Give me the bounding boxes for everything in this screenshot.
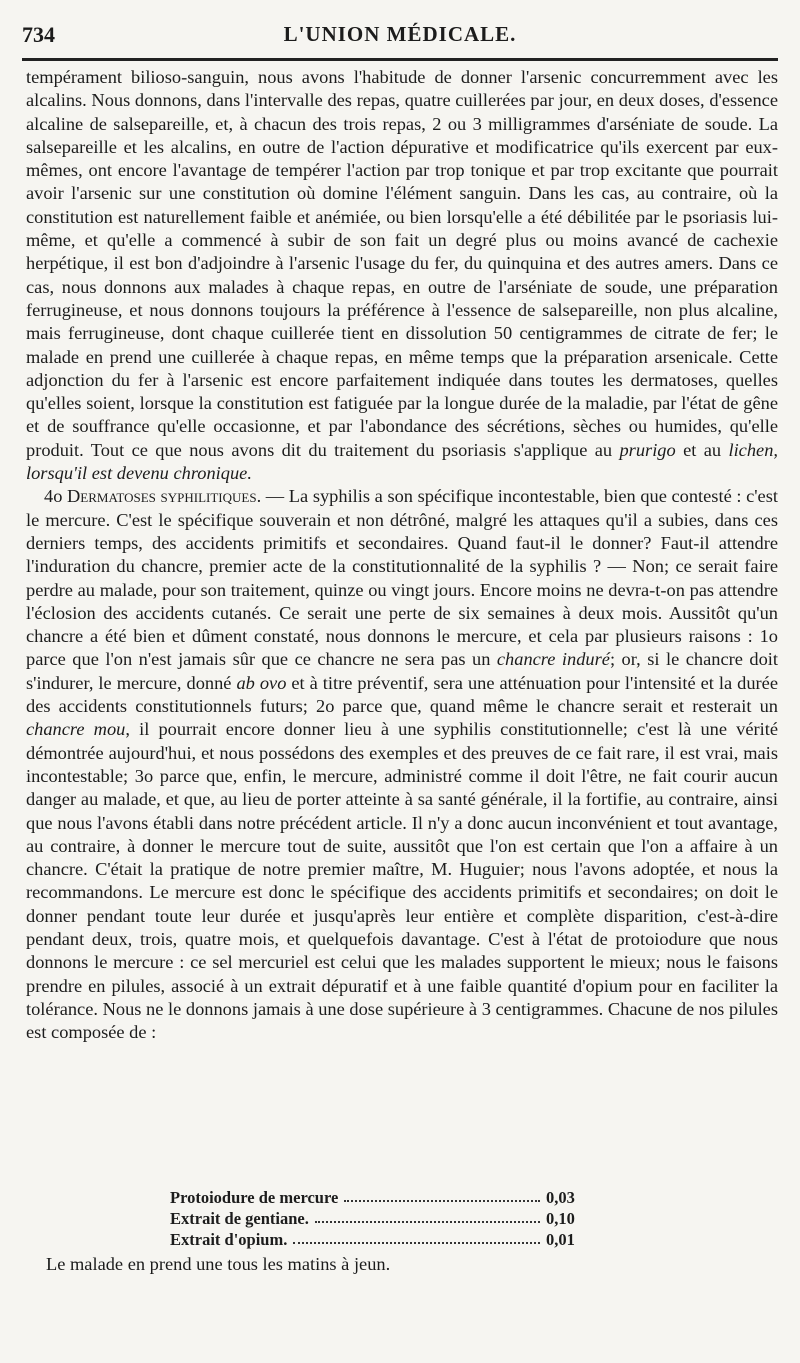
text-segment: et au — [675, 439, 729, 460]
header-rule — [22, 58, 778, 61]
article-body — [26, 66, 778, 1044]
text-segment: — La syphilis a son spécifique incontestable, bien que contesté : c'est le mercure. C'est le spécifique souverain et non détrôné, malgré les attaques qu'il a subies, dans ces derniers temps, des accidents primitifs et secondaires. Quand faut-il le donner? Faut-il attendre l'induration du chancre, premier acte de la constitutionnalité de la syphilis ? — Non; ce serait faire perdre au malade, pour son traitement, quinze ou vingt jours. Encore moins ne devra-t-on pas attendre l'éclosion des accidents cutanés. Ce serait une perte de six semaines à deux mois. Aussitôt qu'un chancre a été bien et dûment constaté, nous donnons le mercure, et cela par plusieurs raisons : 1o parce que l'on n'est jamais sûr que ce chancre ne sera pas un — [26, 486, 778, 670]
recipe-row — [170, 1208, 590, 1229]
section-heading: Dermatoses syphilitiques. — [67, 486, 262, 507]
closing-sentence: Le malade en prend une tous les matins à jeun. — [46, 1254, 391, 1274]
running-title: L'UNION MÉDICALE. — [283, 22, 517, 46]
ingredient-quantity: 0,10 — [546, 1209, 575, 1228]
italic-term: lichen, lorsqu'il est devenu chronique. — [26, 439, 778, 484]
text-segment: tempérament bilioso-sanguin, nous avons l'habitude de donner l'arsenic concurremment avec les alcalins. Nous donnons, dans l'intervalle des repas, quatre cuillerées par jour, en deux doses, d'essence alcaline de salsepareille, et, à chacun des trois repas, 2 ou 3 milligrammes d'arséniate de soude. La salsepareille et les alcalins, en outre de l'action dépurative et modificatrice qu'ils exercent par eux-mêmes, ont encore l'avantage de tempérer l'action par trop tonique et par trop excitante que pourrait avoir l'arsenic sur une constitution où domine l'élément sanguin. Dans les cas, au contraire, où la constitution est naturellement faible et anémiée, ou bien lorsqu'elle a été débilitée par le psoriasis lui-même, et qu'elle a commencé à subir de son fait un degré plus ou moins avancé de cachexie herpétique, il est bon d'adjoindre à l'arsenic l'usage du fer, du quinquina et des autres amers. Dans ce cas, nous donnons aux malades à chaque repas, en outre de l'arséniate de soude, une préparation ferrugineuse, et nous donnons toujours la préférence à l'essence de salsepareille, non plus alcaline, mais ferrugineuse, dont chaque cuillerée tient en dissolution 50 centigrammes de citrate de fer; le malade en prend une cuillerée à chaque repas, en même temps que la préparation arsenicale. Cette adjonction du fer à l'arsenic est encore parfaitement indiquée dans toutes les dermatoses, quelles qu'elles soient, lorsque la constitution est fatiguée par la longue durée de la maladie, par l'état de gêne et de souffrance qu'elle occasionne, et par l'abondance des sécrétions, sèches ou humides, qu'elle produit. Tout ce que nous avons dit du traitement du psoriasis s'applique au — [26, 67, 778, 460]
ingredient-name: Extrait de gentiane. — [170, 1209, 309, 1228]
paragraph-arsenic-treatment — [26, 66, 778, 485]
section-number: 4o — [44, 486, 68, 507]
paragraph-syphilitic-dermatoses — [26, 485, 778, 1044]
recipe-row — [170, 1187, 590, 1208]
italic-term: ab ovo — [236, 672, 287, 693]
recipe-row — [170, 1229, 590, 1250]
italic-term: chancre induré — [496, 649, 610, 670]
leader-dots — [344, 1187, 540, 1202]
text-segment: ; or, si le chancre doit s'indurer, le mercure, donné — [26, 649, 779, 693]
ingredient-quantity: 0,01 — [546, 1230, 575, 1249]
leader-dots — [293, 1229, 540, 1244]
text-segment: , il pourrait encore donner lieu à une syphilis constitutionnelle; c'est là une vérité démontrée aujourd'hui, et nous possédons des exemples et des preuves de ce fait rare, il est vrai, mais incontestable; 3o parce que, enfin, le mercure, administré comme il doit l'être, ne fait courir aucun danger au malade, et que, au lieu de porter atteinte à sa santé générale, il la fortifie, au contraire, ainsi que nous l'avons établi dans notre précédent article. Il n'y a donc aucun inconvénient et tout avantage, au contraire, à donner le mercure tout de suite, aussitôt que l'on est certain que l'on a affaire à un chancre. C'était la pratique de notre premier maître, M. Huguier; nous l'avons adoptée, et nous la recommandons. Le mercure est donc le spécifique des accidents primitifs et secondaires; on doit le donner pendant toute leur durée et jusqu'après leur entière et complète disparition, c'est-à-dire pendant deux, trois, quatre mois, et quelquefois davantage. C'est à l'état de protoiodure que nous donnons le mercure : ce sel mercuriel est celui que les malades supportent le mieux; nous le faisons prendre en pilules, associé à un extrait dépuratif et à une faible quantité d'opium pour en faciliter la tolérance. Nous ne le donnons jamais à une dose supérieure à 3 centigrammes. Chacune de nos pilules est composée de : — [26, 719, 778, 1043]
leader-dots — [315, 1208, 540, 1223]
pill-recipe — [170, 1187, 590, 1250]
page-number: 734 — [22, 22, 55, 47]
ingredient-quantity: 0,03 — [546, 1188, 575, 1207]
ingredient-name: Extrait d'opium. — [170, 1230, 288, 1249]
page-header — [22, 22, 778, 50]
ingredient-name: Protoiodure de mercure — [170, 1188, 339, 1207]
italic-term: chancre mou — [26, 719, 126, 740]
text-segment: et à titre préventif, sera une atténuation pour l'intensité et la durée des accidents constitutionnels futurs; 2o parce que, quand même le chancre serait et resterait un — [26, 672, 778, 717]
italic-term: prurigo — [619, 439, 676, 460]
